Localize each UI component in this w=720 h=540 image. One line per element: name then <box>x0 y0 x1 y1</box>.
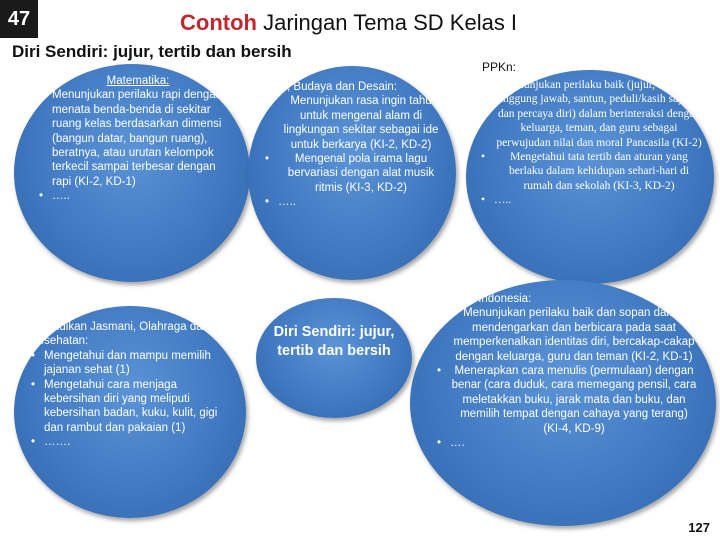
title-rest: Jaringan Tema SD Kelas I <box>263 10 518 35</box>
list-item: • ….. <box>52 189 238 203</box>
page-title <box>180 10 517 36</box>
list-item: • ….. <box>494 193 704 207</box>
list-item: • ….. <box>278 195 444 209</box>
slide-number-badge: 47 <box>0 0 38 38</box>
bahasa-heading: Bahasa Indonesia: <box>436 293 532 305</box>
list-item: • Menunjukan rasa ingin tahu untuk mengenal alam di lingkungan sekitar sebagai ide untuk berkarya (KI-2, KD-2) <box>278 94 444 152</box>
page-subtitle: Diri Sendiri: jujur, tertib dan bersih <box>12 42 292 61</box>
matematika-oval <box>14 64 250 282</box>
pjok-list <box>30 349 235 450</box>
center-topic-label: Diri Sendiri: jujur, tertib dan bersih <box>273 324 395 359</box>
pjok-heading: Pendidikan Jasmani, Olahraga dan Kesehatan: <box>30 321 210 348</box>
list-item: • …. <box>450 436 698 450</box>
list-item: • Mengetahui dan mampu memilih jajanan sehat (1) <box>44 349 235 378</box>
sbdp-oval <box>248 66 456 280</box>
list-item: • Menerapkan cara menulis (permulaan) dengan benar (cara duduk, cara memegang pensil, cara meletakkan buku, jarak mata dan buku, dan memilih tempat dengan cahaya yang terang) (KI-4, KD-9) <box>450 364 698 436</box>
list-item: • Mengenal pola irama lagu bervariasi dengan alat musik ritmis (KI-3, KD-2) <box>278 152 444 195</box>
bahasa-indonesia-oval <box>410 280 716 526</box>
pjok-oval <box>14 306 246 518</box>
list-item: • Mengetahui tata tertib dan aturan yang berlaku dalam kehidupan sehari-hari di rumah dan sekolah (KI-3, KD-2) <box>494 150 704 193</box>
list-item: • Mengetahui cara menjaga kebersihan diri yang meliputi kebersihan badan, kuku, kulit, gigi dan rambut dan pakaian (1) <box>44 378 235 436</box>
center-topic-oval <box>256 298 412 418</box>
ppkn-heading: PPKn: <box>482 60 517 74</box>
matematika-heading: Matematika: <box>106 75 170 87</box>
list-item: • Menunjukan perilaku rapi dengan menata benda-benda di sekitar ruang kelas berdasarkan dimensi (bangun datar, bangun ruang), beratnya, atau urutan kelompok terkecil sampai terbesar dengan rapi (KI-2, KD-1) <box>52 88 238 189</box>
matematika-list <box>38 88 238 203</box>
sbdp-heading: Seni, Budaya dan Desain: <box>264 81 397 93</box>
ppkn-oval <box>466 70 714 284</box>
title-accent: Contoh <box>180 10 257 35</box>
bahasa-list <box>436 306 698 450</box>
list-item: • Menunjukan perilaku baik dan sopan dalam mendengarkan dan berbicara pada saat memperkenalkan identitas diri, bercakap-cakap dengan keluarga, guru dan teman (KI-2, KD-1) <box>450 306 698 364</box>
list-item: • ……. <box>44 435 235 449</box>
list-item: • Menunjukan perilaku baik (jujur, disiplin, tanggung jawab, santun, peduli/kasih sayang, dan percaya diri) dalam berinteraksi dengan keluarga, teman, dan guru sebagai perwujudan nilai dan moral Pancasila (KI-2) <box>494 78 704 150</box>
page-number: 127 <box>688 520 710 535</box>
ppkn-list <box>480 78 704 208</box>
sbdp-list <box>264 94 444 209</box>
